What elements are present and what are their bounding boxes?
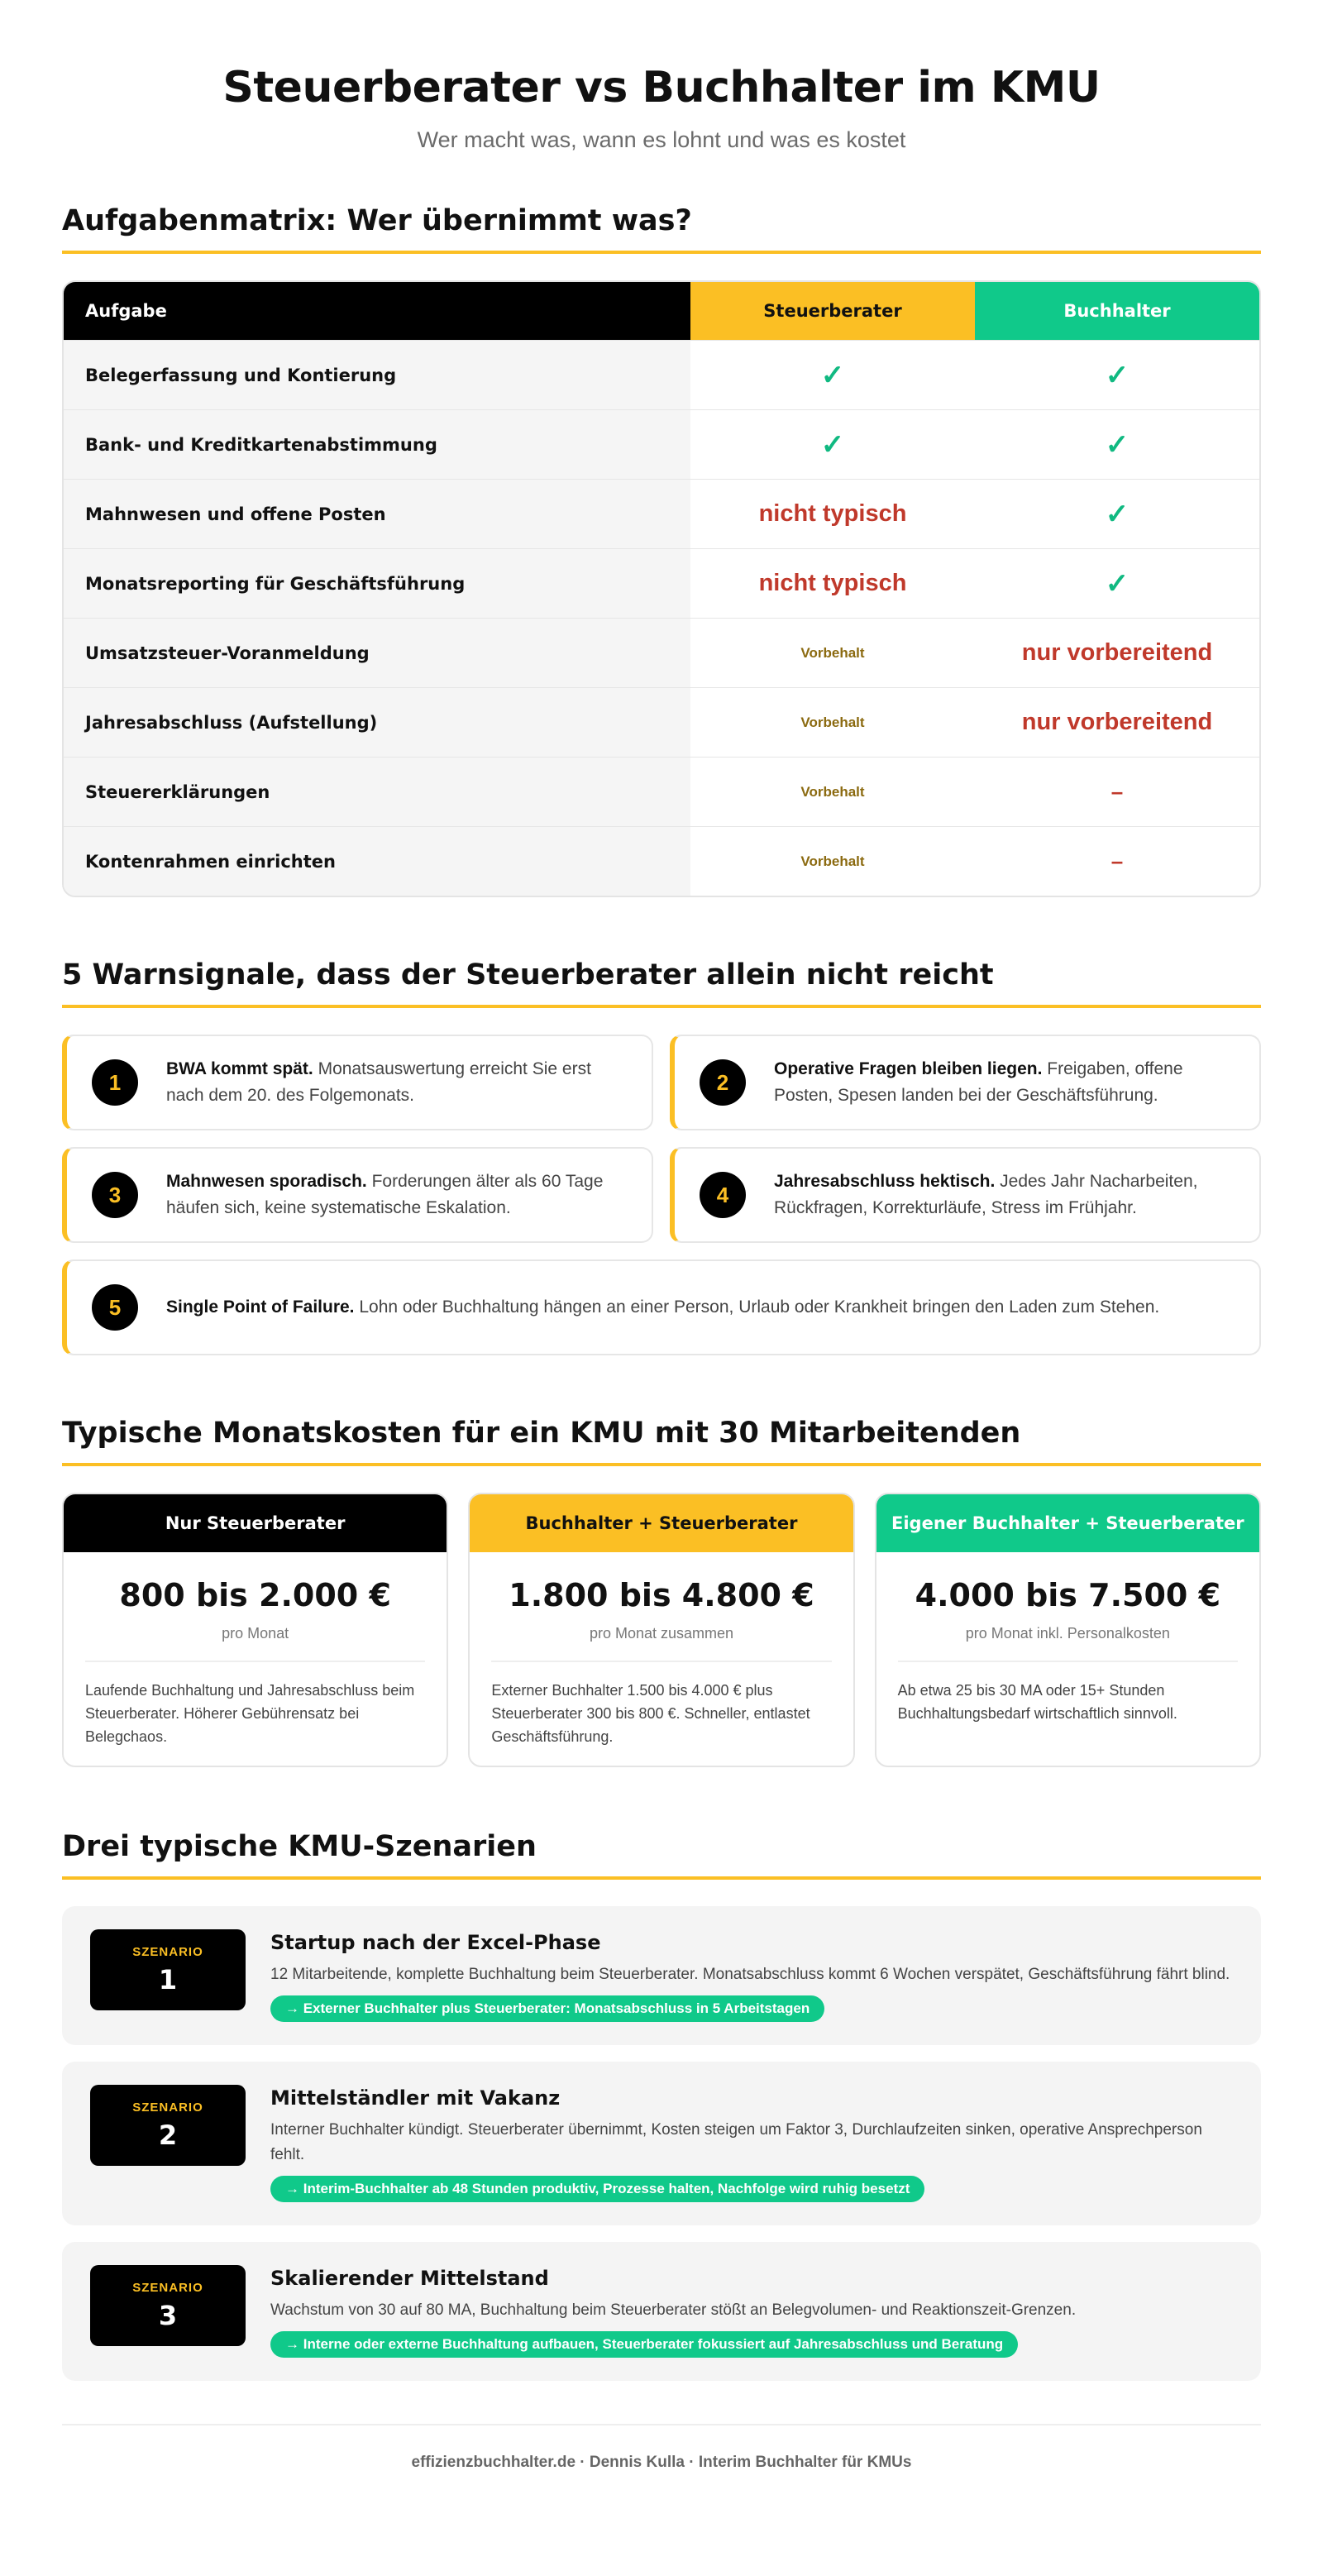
buchhalter-cell <box>975 410 1259 479</box>
cost-unit: pro Monat inkl. Personalkosten <box>965 1625 1170 1642</box>
buchhalter-cell <box>975 619 1259 687</box>
warning-number-badge: 4 <box>700 1172 746 1218</box>
buchhalter-cell <box>975 827 1259 896</box>
cost-price: 1.800 bis 4.800 € <box>509 1577 814 1613</box>
scenario-badge <box>90 1929 246 2010</box>
warning-title: Mahnwesen sporadisch. <box>166 1172 367 1191</box>
warning-title: Single Point of Failure. <box>166 1298 355 1317</box>
matrix-section <box>62 204 1261 897</box>
steuerberater-cell <box>690 758 975 826</box>
scenario-card <box>62 2062 1261 2225</box>
check-icon: ✓ <box>820 359 845 391</box>
scenario-text: Interner Buchhalter kündigt. Steuerberater übernimmt, Kosten steigen um Faktor 3, Durchlaufzeiten sinken, operative Ansprechperson fehlt. <box>270 2121 1202 2163</box>
warnings-heading: 5 Warnsignale, dass der Steuerberater allein nicht reicht <box>62 958 1261 1008</box>
warning-text <box>166 1169 632 1221</box>
column-header-task: Aufgabe <box>64 282 690 340</box>
table-row <box>64 618 1259 687</box>
cost-card <box>875 1493 1261 1767</box>
cost-unit: pro Monat <box>222 1625 289 1642</box>
warning-card <box>670 1035 1261 1130</box>
column-header-steuerberater: Steuerberater <box>690 282 975 340</box>
page <box>62 0 1261 2472</box>
costs-heading: Typische Monatskosten für ein KMU mit 30 Mitarbeitenden <box>62 1417 1261 1466</box>
table-row <box>64 479 1259 548</box>
cost-price: 800 bis 2.000 € <box>119 1577 391 1613</box>
scenario-result-pill: → Interne oder externe Buchhaltung aufbauen, Steuerberater fokussiert auf Jahresabschluss und Beratung <box>270 2331 1018 2358</box>
steuerberater-cell <box>690 480 975 548</box>
steuerberater-cell <box>690 619 975 687</box>
scenario-card <box>62 1906 1261 2045</box>
warning-card <box>670 1147 1261 1243</box>
cost-price: 4.000 bis 7.500 € <box>915 1577 1221 1613</box>
scenario-badge-number: 1 <box>158 1963 178 1995</box>
cost-description: Laufende Buchhaltung und Jahresabschluss beim Steuerberater. Höherer Gebührensatz bei Belegchaos. <box>85 1661 425 1748</box>
table-header-row <box>64 282 1259 340</box>
cost-card <box>62 1493 448 1767</box>
matrix-heading: Aufgabenmatrix: Wer übernimmt was? <box>62 204 1261 254</box>
buchhalter-value: – <box>1110 848 1124 873</box>
table-row <box>64 340 1259 409</box>
buchhalter-value: nur vorbereitend <box>1021 639 1213 666</box>
check-icon: ✓ <box>1105 428 1130 461</box>
warnings-grid <box>62 1035 1261 1355</box>
warning-description: Freigaben, offene Posten, Spesen landen bei der Geschäftsführung. <box>774 1059 1183 1105</box>
table-row <box>64 687 1259 757</box>
task-cell: Umsatzsteuer-Voranmeldung <box>64 619 690 687</box>
table-row <box>64 409 1259 479</box>
scenario-badge <box>90 2085 246 2166</box>
steuerberater-cell <box>690 549 975 618</box>
warning-card <box>62 1035 653 1130</box>
steuerberater-cell <box>690 410 975 479</box>
warning-number-badge: 3 <box>92 1172 138 1218</box>
warning-title: Jahresabschluss hektisch. <box>774 1172 996 1191</box>
cost-description: Ab etwa 25 bis 30 MA oder 15+ Stunden Buchhaltungsbedarf wirtschaftlich sinnvoll. <box>898 1661 1238 1725</box>
warning-description: Forderungen älter als 60 Tage häufen sich, keine systematische Eskalation. <box>166 1172 604 1217</box>
scenario-title: Startup nach der Excel-Phase <box>270 1931 601 1954</box>
steuerberater-cell <box>690 341 975 409</box>
scenario-title: Mittelständler mit Vakanz <box>270 2086 561 2110</box>
scenario-body <box>270 2265 1233 2358</box>
warning-description: Monatsauswertung erreicht Sie erst nach dem 20. des Folgemonats. <box>166 1059 591 1105</box>
cost-description: Externer Buchhalter 1.500 bis 4.000 € plus Steuerberater 300 bis 800 €. Schneller, entlastet Geschäftsführung. <box>491 1661 831 1748</box>
check-icon: ✓ <box>1105 359 1130 391</box>
buchhalter-value: nur vorbereitend <box>1021 709 1213 735</box>
warning-number-badge: 1 <box>92 1059 138 1106</box>
steuerberater-cell <box>690 827 975 896</box>
footer: effizienzbuchhalter.de · Dennis Kulla · Interim Buchhalter für KMUs <box>62 2424 1261 2472</box>
buchhalter-value: – <box>1110 779 1124 804</box>
warning-number-badge: 2 <box>700 1059 746 1106</box>
scenario-result-pill: → Interim-Buchhalter ab 48 Stunden produktiv, Prozesse halten, Nachfolge wird ruhig besetzt <box>270 2176 924 2202</box>
buchhalter-cell <box>975 688 1259 757</box>
task-cell: Monatsreporting für Geschäftsführung <box>64 549 690 618</box>
check-icon: ✓ <box>1105 498 1130 530</box>
cost-card <box>468 1493 854 1767</box>
buchhalter-cell <box>975 480 1259 548</box>
page-title: Steuerberater vs Buchhalter im KMU <box>222 63 1101 112</box>
scenarios-section <box>62 1830 1261 2381</box>
cost-card-header: Nur Steuerberater <box>64 1494 447 1552</box>
table-row <box>64 548 1259 618</box>
task-cell: Bank- und Kreditkartenabstimmung <box>64 410 690 479</box>
steuerberater-cell <box>690 688 975 757</box>
scenario-text: 12 Mitarbeitende, komplette Buchhaltung beim Steuerberater. Monatsabschluss kommt 6 Wochen verspätet, Geschäftsführung fährt blind. <box>270 1966 1230 1983</box>
steuerberater-value: Vorbehalt <box>800 714 865 730</box>
warning-card <box>62 1147 653 1243</box>
scenario-title: Skalierender Mittelstand <box>270 2267 549 2290</box>
buchhalter-cell <box>975 549 1259 618</box>
steuerberater-value: Vorbehalt <box>800 853 865 869</box>
steuerberater-value: nicht typisch <box>758 570 907 596</box>
buchhalter-cell <box>975 758 1259 826</box>
warnings-section <box>62 958 1261 1355</box>
page-subtitle: Wer macht was, wann es lohnt und was es kostet <box>417 127 906 152</box>
task-cell: Jahresabschluss (Aufstellung) <box>64 688 690 757</box>
costs-section <box>62 1417 1261 1767</box>
warning-text <box>774 1169 1239 1221</box>
steuerberater-value: Vorbehalt <box>800 783 865 800</box>
steuerberater-value: Vorbehalt <box>800 644 865 661</box>
warning-number-badge: 5 <box>92 1284 138 1331</box>
warning-description: Jedes Jahr Nacharbeiten, Rückfragen, Korrekturläufe, Stress im Frühjahr. <box>774 1172 1198 1217</box>
table-row <box>64 826 1259 896</box>
cost-card-header: Buchhalter + Steuerberater <box>470 1494 853 1552</box>
scenario-result-pill: → Externer Buchhalter plus Steuerberater: Monatsabschluss in 5 Arbeitstagen <box>270 1995 824 2022</box>
scenario-badge <box>90 2265 246 2346</box>
warning-description: Lohn oder Buchhaltung hängen an einer Person, Urlaub oder Krankheit bringen den Laden zum Stehen. <box>354 1298 1160 1317</box>
warning-text <box>166 1056 632 1109</box>
scenario-body <box>270 2085 1233 2202</box>
check-icon: ✓ <box>820 428 845 461</box>
cost-card-header: Eigener Buchhalter + Steuerberater <box>876 1494 1259 1552</box>
check-icon: ✓ <box>1105 567 1130 600</box>
page-header <box>62 0 1261 153</box>
scenario-badge-label: SZENARIO <box>132 2280 203 2295</box>
table-row <box>64 757 1259 826</box>
warning-text <box>774 1056 1239 1109</box>
warning-card <box>62 1259 1261 1355</box>
task-matrix-table <box>62 280 1261 897</box>
cost-unit: pro Monat zusammen <box>589 1625 734 1642</box>
task-cell: Kontenrahmen einrichten <box>64 827 690 896</box>
warning-title: Operative Fragen bleiben liegen. <box>774 1059 1043 1078</box>
scenario-badge-number: 2 <box>158 2119 178 2151</box>
task-cell: Mahnwesen und offene Posten <box>64 480 690 548</box>
cost-cards <box>62 1493 1261 1767</box>
scenarios-heading: Drei typische KMU-Szenarien <box>62 1830 1261 1880</box>
steuerberater-value: nicht typisch <box>758 500 907 527</box>
scenario-list <box>62 1906 1261 2381</box>
scenario-body <box>270 1929 1233 2022</box>
scenario-badge-label: SZENARIO <box>132 1944 203 1959</box>
scenario-badge-number: 3 <box>158 2299 178 2331</box>
scenario-card <box>62 2242 1261 2381</box>
task-cell: Steuererklärungen <box>64 758 690 826</box>
buchhalter-cell <box>975 341 1259 409</box>
task-cell: Belegerfassung und Kontierung <box>64 341 690 409</box>
column-header-buchhalter: Buchhalter <box>975 282 1259 340</box>
scenario-text: Wachstum von 30 auf 80 MA, Buchhaltung beim Steuerberater stößt an Belegvolumen- und Reaktionszeit-Grenzen. <box>270 2301 1077 2319</box>
scenario-badge-label: SZENARIO <box>132 2100 203 2115</box>
warning-text <box>166 1294 1159 1321</box>
warning-title: BWA kommt spät. <box>166 1059 313 1078</box>
